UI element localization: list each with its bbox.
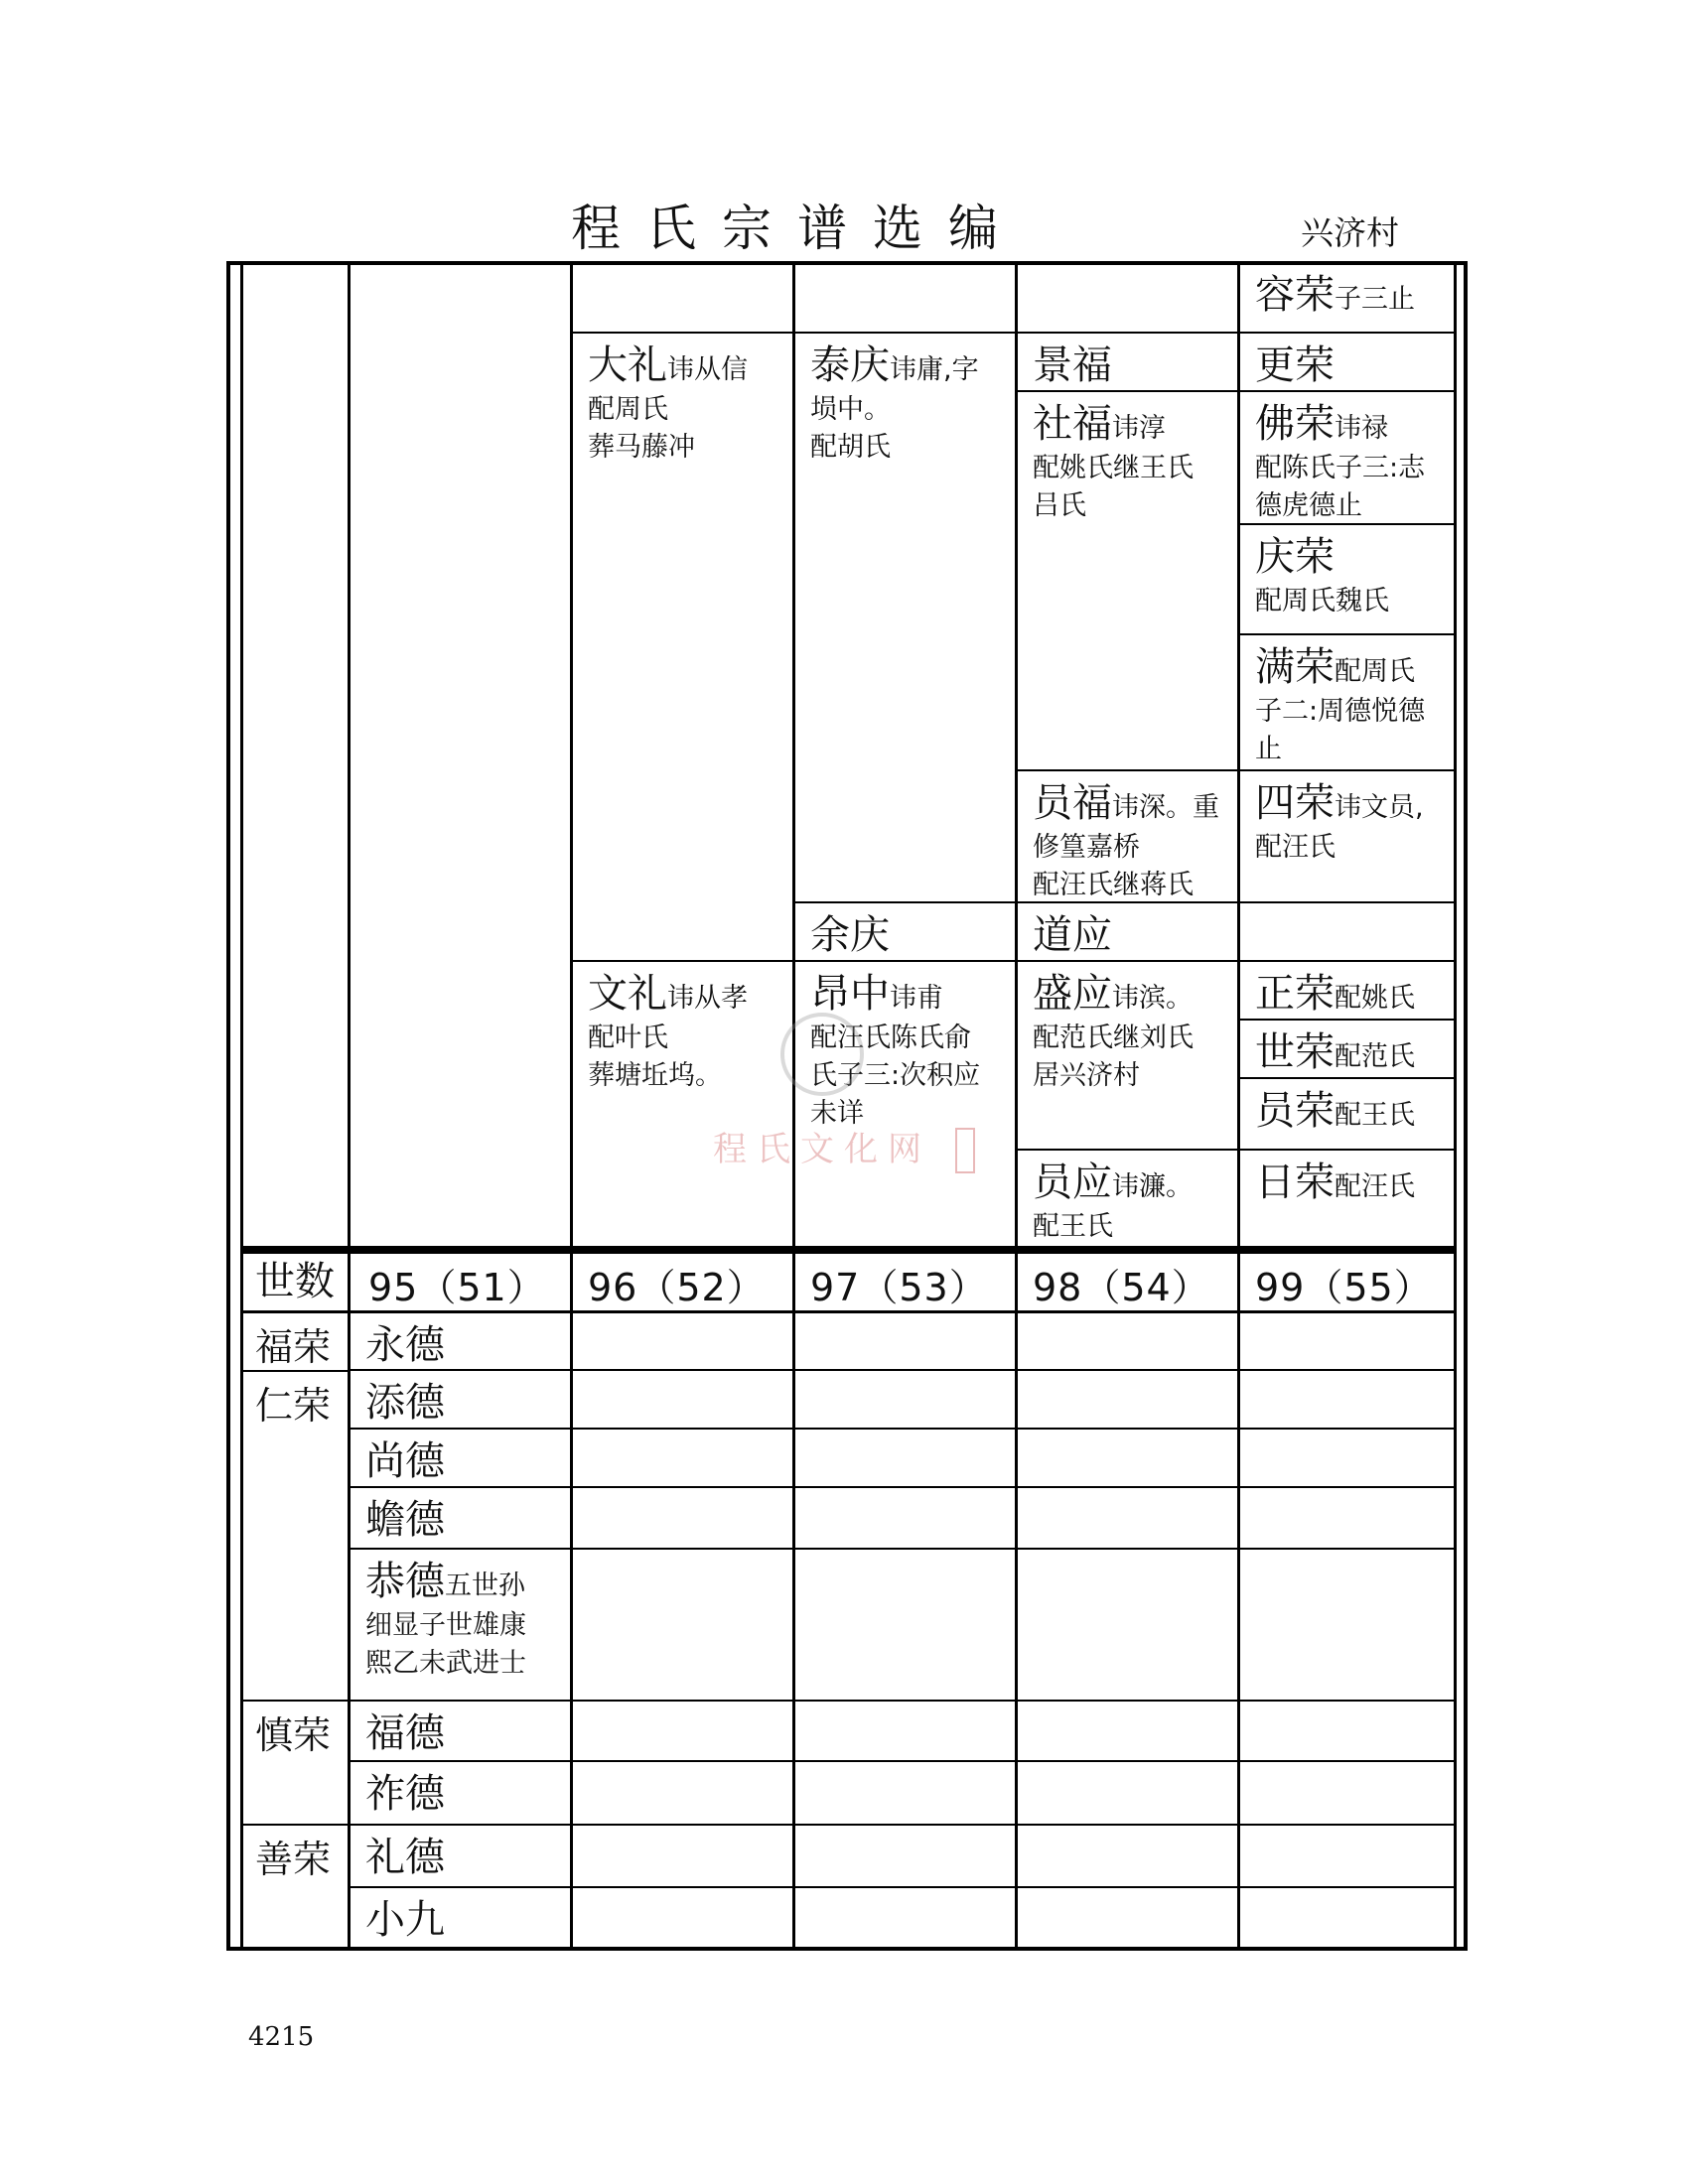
person-entry xyxy=(573,334,792,960)
person-entry xyxy=(1240,525,1454,633)
person-note: 讳文员, xyxy=(1335,792,1424,823)
person-note: 配范氏 xyxy=(1335,1041,1415,1072)
person-name: 祚德 xyxy=(365,1771,445,1817)
person-name: 道应 xyxy=(1033,912,1112,958)
person-note: 讳滨。 xyxy=(1112,983,1193,1014)
genealogy-table xyxy=(226,261,1468,1951)
person-detail: 熙乙未武进士 xyxy=(365,1648,526,1679)
person-name: 大礼 xyxy=(588,342,667,388)
person-name: 社福 xyxy=(1033,401,1112,447)
village-name: 兴济村 xyxy=(1301,213,1399,252)
person-entry xyxy=(1240,265,1454,332)
person-name: 尚德 xyxy=(365,1438,445,1484)
person-detail: 配汪氏陈氏俞 xyxy=(810,1023,971,1053)
person-note: 配汪氏 xyxy=(1335,1171,1415,1202)
person-note: 讳禄 xyxy=(1335,413,1388,444)
branch-label: 仁荣 xyxy=(255,1384,332,1428)
person-detail: 配汪氏继蒋氏 xyxy=(1033,870,1194,900)
person-name: 日荣 xyxy=(1255,1160,1335,1205)
person-entry xyxy=(1240,334,1454,390)
person-entry xyxy=(795,334,1015,901)
watermark-stamp-icon xyxy=(955,1128,975,1173)
person-entry xyxy=(1018,392,1237,769)
branch-label: 慎荣 xyxy=(255,1713,332,1757)
person-detail: 修篁嘉桥 xyxy=(1033,832,1140,863)
person-entry xyxy=(351,1313,570,1369)
person-name: 福德 xyxy=(365,1710,445,1756)
person-note: 讳从孝 xyxy=(667,983,748,1014)
person-note: 讳深。重 xyxy=(1112,792,1219,823)
person-note: 讳濂。 xyxy=(1112,1171,1193,1202)
person-note: 配周氏 xyxy=(1335,656,1415,687)
generation-number: 95（51） xyxy=(368,1266,546,1309)
person-name: 员应 xyxy=(1033,1160,1112,1205)
person-entry xyxy=(795,962,1015,1246)
generation-number: 96（52） xyxy=(588,1266,766,1309)
column-divider xyxy=(1454,265,1457,1947)
person-note: 讳庸,字 xyxy=(890,354,979,385)
person-detail: 葬马藤冲 xyxy=(588,432,695,463)
person-detail: 配王氏 xyxy=(1033,1211,1113,1242)
person-detail: 配汪氏 xyxy=(1255,832,1336,863)
person-name: 恭德 xyxy=(365,1559,445,1604)
person-entry xyxy=(1240,771,1454,901)
person-detail: 居兴济村 xyxy=(1033,1060,1140,1091)
person-detail: 吕氏 xyxy=(1033,490,1086,521)
person-note: 子三止 xyxy=(1335,284,1415,315)
person-name: 正荣 xyxy=(1255,971,1335,1017)
person-detail: 细显子世雄康 xyxy=(365,1610,526,1641)
person-detail: 配叶氏 xyxy=(588,1023,668,1053)
person-entry xyxy=(351,1826,570,1886)
person-detail: 配周氏魏氏 xyxy=(1255,586,1389,616)
generation-header-label: 世数 xyxy=(255,1259,335,1304)
person-name: 佛荣 xyxy=(1255,401,1335,447)
person-entry xyxy=(1240,392,1454,523)
person-detail: 配周氏 xyxy=(588,394,668,425)
person-entry xyxy=(1018,334,1237,390)
person-entry xyxy=(1240,1151,1454,1246)
branch-label: 福荣 xyxy=(255,1325,332,1369)
person-entry xyxy=(351,1702,570,1760)
person-note: 五世孙 xyxy=(445,1570,525,1601)
person-entry xyxy=(1240,1079,1454,1149)
person-note: 讳从信 xyxy=(667,354,748,385)
person-entry xyxy=(1240,1021,1454,1077)
section-separator xyxy=(240,1246,1457,1254)
person-entry xyxy=(1018,903,1237,960)
generation-number: 99（55） xyxy=(1255,1266,1433,1309)
person-entry xyxy=(1240,962,1454,1019)
generation-number: 98（54） xyxy=(1033,1266,1210,1309)
person-name: 小九 xyxy=(365,1897,445,1943)
person-note: 配姚氏 xyxy=(1335,983,1415,1014)
person-detail: 子二:周德悦德 xyxy=(1255,696,1426,727)
person-entry xyxy=(351,1888,570,1947)
person-detail: 埙中。 xyxy=(810,394,891,425)
person-detail: 德虎德止 xyxy=(1255,490,1362,521)
person-name: 世荣 xyxy=(1255,1029,1335,1075)
person-entry xyxy=(351,1762,570,1824)
person-detail: 配范氏继刘氏 xyxy=(1033,1023,1194,1053)
person-detail: 配胡氏 xyxy=(810,432,891,463)
person-name: 四荣 xyxy=(1255,780,1335,826)
person-detail: 配姚氏继王氏 xyxy=(1033,453,1194,483)
person-name: 泰庆 xyxy=(810,342,890,388)
person-entry xyxy=(351,1488,570,1548)
person-name: 庆荣 xyxy=(1255,534,1335,580)
person-name: 文礼 xyxy=(588,971,667,1017)
person-entry xyxy=(795,903,1015,960)
person-detail: 配陈氏子三:志 xyxy=(1255,453,1426,483)
person-name: 更荣 xyxy=(1255,342,1335,388)
page-title: 程氏宗谱选编 xyxy=(571,200,1024,257)
person-entry xyxy=(1018,771,1237,901)
person-name: 景福 xyxy=(1033,342,1112,388)
person-name: 永德 xyxy=(365,1322,445,1368)
person-entry xyxy=(1018,962,1237,1149)
person-detail: 未详 xyxy=(810,1098,864,1129)
person-entry xyxy=(351,1550,570,1700)
person-name: 礼德 xyxy=(365,1835,445,1880)
person-note: 讳淳 xyxy=(1112,413,1166,444)
person-entry xyxy=(351,1371,570,1428)
person-name: 昂中 xyxy=(810,971,890,1017)
person-name: 容荣 xyxy=(1255,272,1335,318)
person-entry xyxy=(573,962,792,1246)
watermark-seal-icon xyxy=(780,1013,864,1096)
person-name: 添德 xyxy=(365,1380,445,1426)
person-note: 配王氏 xyxy=(1335,1100,1415,1131)
generation-number: 97（53） xyxy=(810,1266,988,1309)
page-number: 4215 xyxy=(248,2022,315,2052)
person-detail: 葬塘坵坞。 xyxy=(588,1060,722,1091)
person-entry xyxy=(1240,635,1454,769)
person-note: 讳甫 xyxy=(890,983,943,1014)
branch-label: 善荣 xyxy=(255,1838,332,1881)
person-entry xyxy=(351,1430,570,1486)
person-name: 员荣 xyxy=(1255,1088,1335,1134)
person-name: 员福 xyxy=(1033,780,1112,826)
person-name: 余庆 xyxy=(810,912,890,958)
person-detail: 氏子三:次积应 xyxy=(810,1060,981,1091)
watermark-text: 程氏文化网 xyxy=(713,1130,931,1169)
person-entry xyxy=(1018,1151,1237,1246)
person-name: 盛应 xyxy=(1033,971,1112,1017)
person-name: 满荣 xyxy=(1255,644,1335,690)
person-detail: 止 xyxy=(1255,734,1282,764)
person-name: 蟾德 xyxy=(365,1497,445,1543)
